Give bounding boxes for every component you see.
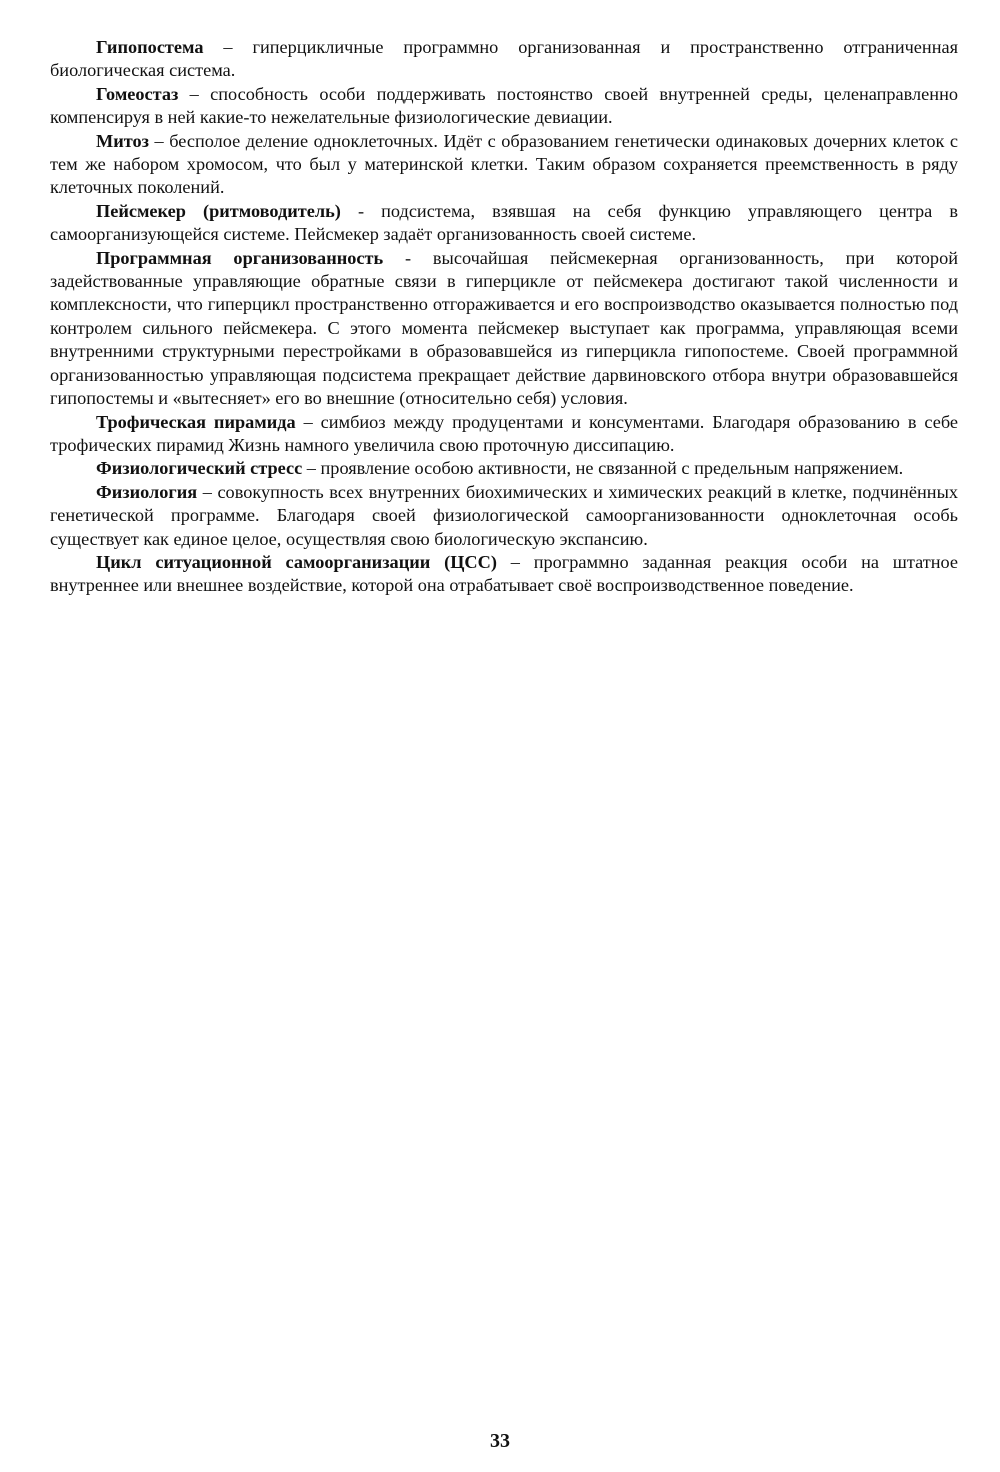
term-separator: -: [383, 247, 433, 268]
glossary-term: Физиологический стресс: [96, 458, 303, 479]
glossary-entry-hypopostema: [50, 36, 958, 83]
glossary-entry-homeostasis: [50, 83, 958, 130]
glossary-definition: совокупность всех внутренних биохимических и химических реакций в клетке, подчинённых генетической программе. Благодаря своей физиологической самоорганизованности одноклеточная особь существует как единое целое, осуществляя свою биологическую экспансию.: [50, 481, 959, 549]
term-separator: –: [203, 37, 253, 57]
glossary-definition: проявление особою активности, не связанной с предельным напряжением.: [320, 458, 904, 479]
glossary-definition: высочайшая пейсмекерная организованность, при которой задействованные управляющие обратные связи в гиперцикле от пейсмекера достигают такой численности и комплексности, что гиперцикл пространственно отгораживается и его воспроизводство оказывается полностью под контролем сильного пейсмекера. С этого момента пейсмекер выступает как программа, управляющая всеми внутренними структурными перестройками в образовавшейся из гиперцикла гипопостеме. Своей программной организованностью управляющая подсистема прекращает действие дарвиновского отбора внутри образовавшейся гипопостемы и «вытесняет» его во внешние (относительно себя) условия.: [50, 247, 958, 409]
term-separator: -: [340, 200, 382, 221]
glossary-term: Митоз: [96, 130, 150, 151]
page-number: 33: [490, 1430, 510, 1452]
glossary-term: Трофическая пирамида: [96, 411, 296, 432]
glossary-term: Гипопостема: [96, 37, 204, 57]
term-separator: –: [178, 83, 211, 104]
glossary-definition: бесполое деление одноклеточных. Идёт с образованием генетически одинаковых дочерних клеток с тем же набором хромосом, что был у материнской клетки. Таким образом сохраняется преемственность в ряду клеточных поколений.: [50, 130, 958, 198]
glossary-entry-pacemaker: [50, 200, 958, 247]
glossary-definition: симбиоз между продуцентами и консументами. Благодаря образованию в себе трофических пирамид Жизнь намного увеличила свою проточную диссипацию.: [50, 411, 958, 455]
glossary-entry-situational-cycle: [50, 551, 958, 598]
glossary-entry-mitosis: [50, 130, 958, 200]
glossary-entry-program-organization: [50, 247, 958, 411]
glossary-entry-trophic-pyramid: [50, 411, 958, 458]
glossary-term: Цикл ситуационной самоорганизации (ЦСС): [96, 551, 497, 572]
term-separator: –: [197, 481, 218, 502]
glossary-term: Гомеостаз: [96, 83, 179, 104]
glossary-term: Программная организованность: [96, 247, 384, 268]
glossary-term: Пейсмекер (ритмоводитель): [96, 200, 341, 221]
glossary-entry-physiology: [50, 481, 958, 551]
glossary-definition: подсистема, взявшая на себя функцию управляющего центра в самоорганизующейся системе. Пейсмекер задаёт организованность своей системе.: [50, 200, 958, 245]
glossary-entry-physiological-stress: [50, 457, 958, 480]
term-separator: –: [496, 551, 534, 572]
term-separator: –: [302, 458, 321, 479]
term-separator: –: [295, 411, 321, 432]
glossary-definition: гиперцикличные программно организованная и пространственно отграниченная биологическая система.: [50, 37, 958, 81]
glossary-definition: способность особи поддерживать постоянство своей внутренней среды, целенаправленно компенсируя в ней какие-то нежелательные физиологические девиации.: [50, 83, 959, 128]
term-separator: –: [149, 130, 170, 151]
glossary-text: [50, 36, 958, 598]
glossary-term: Физиология: [96, 481, 198, 502]
glossary-definition: программно заданная реакция особи на штатное внутреннее или внешнее воздействие, которой она отрабатывает своё воспроизводственное поведение.: [50, 551, 958, 596]
